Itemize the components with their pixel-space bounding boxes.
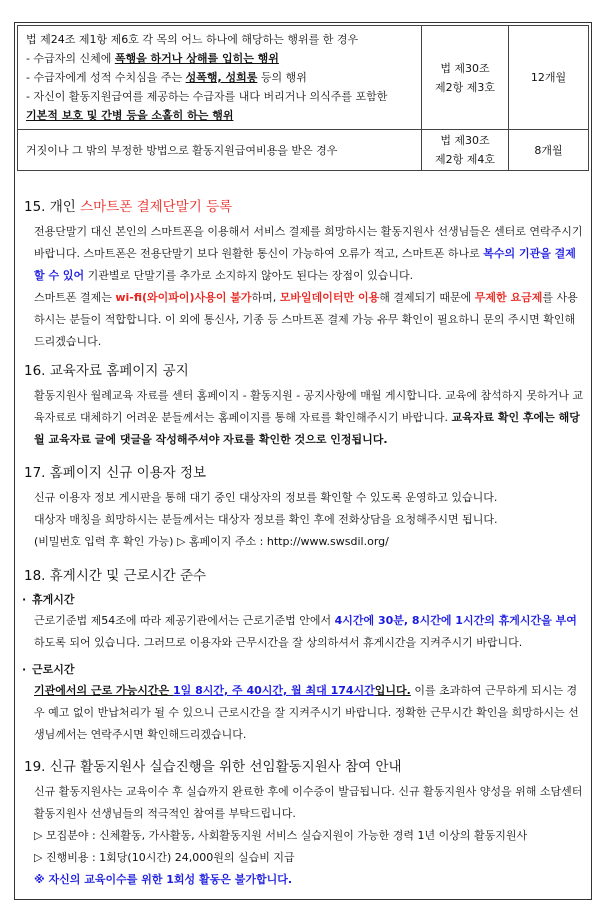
bullet-dot: · (22, 663, 27, 676)
rest-time-title: 휴게시간 (32, 593, 75, 606)
row1-item-1-text: - 수급자의 신체에 (26, 52, 115, 65)
s15-p2-mobile: 모바일데이터만 이용 (279, 291, 380, 304)
rest-emphasis: 4시간에 30분, 8시간에 1시간의 휴게시간을 부여 (334, 614, 577, 627)
rest-time-subheading (22, 590, 590, 610)
section-16 (20, 361, 590, 451)
row1-item-3: - 자신이 활동지원급여를 제공하는 수급자를 내다 버리거나 의식주를 포함한 (26, 90, 388, 103)
s15-p1-text: 전용단말기 대신 본인의 스마트폰을 이용해서 서비스 결제를 희망하시는 활동지원사 선생님들은 센터로 연락주시기 바랍니다. 스마트폰은 전용단말기 보다 원활한 통신이 가능하여 오류가 적고, 스마트폰 하나로 (34, 225, 583, 260)
row1-law-line2: 제2항 제3호 (435, 80, 495, 94)
section-19-note: ※ 자신의 교육이수를 위한 1회성 활동은 불가합니다. (34, 873, 293, 886)
section-18 (20, 566, 590, 746)
s15-p2-wifi: wi-fi(와이파이)사용이 불가 (115, 291, 252, 304)
section-15-paragraph-2 (34, 287, 584, 353)
s15-p2-tail: 를 사용하시는 분들이 적합합니다. 이 외에 통신사, 기종 등 스마트폰 결제 가능 유무 확인이 필요하니 문의 주시면 확인해드리겠습니다. (34, 291, 578, 348)
row1-intro: 법 제24조 제1항 제6호 각 목의 어느 하나에 해당하는 행위를 한 경우 (26, 33, 359, 46)
work-emphasis: 1일 8시간, 주 40시간, 월 최대 174시간 (173, 684, 375, 697)
bullet-dot: · (22, 593, 27, 606)
row1-item-3-emphasis: 기본적 보호 및 간병 등을 소홀히 하는 행위 (26, 109, 234, 122)
row1-item-2-text: - 수급자에게 성적 수치심을 주는 (26, 71, 186, 84)
section-15 (20, 197, 590, 353)
table-cell-law (422, 26, 509, 130)
table-cell-description (18, 26, 422, 130)
s15-p2-sep: 하며, (251, 291, 280, 304)
section-19-paragraph: 신규 활동지원사는 교육이수 후 실습까지 완료한 후에 이수증이 발급됩니다. 신규 활동지원사 양성을 위해 소담센터 활동지원사 선생님들의 적극적인 참여를 부탁드립니다. (34, 785, 583, 820)
row1-item-2-emphasis: 성폭행, 성희롱 (185, 71, 258, 84)
work-text-end: 입니다. (374, 684, 411, 697)
work-time-title: 근로시간 (32, 663, 75, 676)
rest-tail: 하도록 되어 있습니다. 그러므로 이용자와 근무시간을 잘 상의하셔서 휴게시간을 지켜주시기 바랍니다. (34, 636, 523, 649)
section-18-heading: 18. 휴게시간 및 근로시간 준수 (24, 568, 207, 584)
section-17-line-2: 대상자 매칭을 희망하시는 분들께서는 대상자 정보를 확인 후에 전화상담을 요청해주시면 됩니다. (34, 513, 498, 526)
section-19-cost-item: ▷ 진행비용 : 1회당(10시간) 24,000원의 실습비 지급 (34, 851, 295, 864)
section-15-heading-prefix: 15. 개인 (24, 199, 81, 215)
work-text: 기관에서의 근로 가능시간은 (34, 684, 173, 697)
s15-p2-plan: 무제한 요금제 (474, 291, 543, 304)
row1-law-line1: 법 제30조 (440, 61, 490, 75)
table-cell-period: 8개월 (509, 130, 589, 171)
row1-item-2-tail: 등의 행위 (257, 71, 307, 84)
section-19 (20, 757, 590, 891)
s15-p1-emphasis: 복수의 기관을 결제할 수 있어 (34, 247, 576, 282)
s16-p1-text: 활동지원사 월례교육 자료를 센터 홈페이지 - 활동지원 - 공지사항에 매월 게시합니다. 교육에 참석하지 못하거나 교육자료로 대체하기 어려운 분들께서는 홈페이지를 통해 자료를 확인해주시기 바랍니다. (34, 389, 584, 424)
work-time-subheading (22, 660, 590, 680)
section-15-heading (24, 197, 590, 217)
s15-p1-tail: 기관별로 단말기를 추가로 소지하지 않아도 된다는 장점이 있습니다. (84, 269, 414, 282)
row1-item-2 (26, 68, 415, 87)
s15-p2-text: 스마트폰 결제는 (34, 291, 116, 304)
row2-law-line1: 법 제30조 (440, 134, 490, 147)
rest-time-paragraph (34, 610, 584, 654)
row1-item-1 (26, 49, 415, 68)
section-17 (20, 463, 590, 553)
row1-item-1-emphasis: 폭행을 하거나 상해를 입히는 행위 (114, 52, 279, 65)
section-17-line-1: 신규 이용자 정보 게시판을 통해 대기 중인 대상자의 정보를 확인할 수 있도록 운영하고 있습니다. (34, 491, 498, 504)
work-tail: 이를 초과하여 근무하게 되시는 경우 예고 없이 반납처리가 될 수 있으니 근로시간을 잘 지켜주시기 바랍니다. 정확한 근무시간 확인을 희망하시는 선생님께서는 연락주시면 확인해드리겠습니다. (34, 684, 579, 741)
table-cell-description: 거짓이나 그 밖의 부정한 방법으로 활동지원급여비용을 받은 경우 (18, 130, 422, 171)
table-row (18, 130, 589, 171)
section-16-paragraph (34, 385, 584, 451)
rest-text: 근로기준법 제54조에 따라 제공기관에서는 근로기준법 안에서 (34, 614, 335, 627)
section-17-line-3: (비밀번호 입력 후 확인 가능) ▷ 홈페이지 주소 : http://www.swsdil.org/ (34, 535, 389, 548)
section-15-heading-highlight: 스마트폰 결제단말기 등록 (80, 199, 233, 215)
section-15-paragraph-1 (34, 221, 584, 287)
table-row (18, 26, 589, 130)
table-cell-law (422, 130, 509, 171)
s15-p2-mid: 해 결제되기 때문에 (379, 291, 475, 304)
table-cell-period: 12개월 (509, 26, 589, 130)
section-17-heading: 17. 홈페이지 신규 이용자 정보 (24, 465, 207, 481)
section-19-heading: 19. 신규 활동지원사 실습진행을 위한 선임활동지원사 참여 안내 (24, 759, 402, 775)
s16-p1-emphasis: 교육자료 확인 후에는 해당 월 교육자료 글에 댓글을 작성해주셔야 자료를 확인한 것으로 인정됩니다. (34, 411, 580, 446)
work-time-paragraph (34, 680, 584, 746)
penalty-table (17, 25, 589, 171)
row2-law-line2: 제2항 제4호 (435, 153, 495, 166)
section-19-recruit-item: ▷ 모집분야 : 신체활동, 가사활동, 사회활동지원 서비스 실습지원이 가능한 경력 1년 이상의 활동지원사 (34, 829, 528, 842)
section-16-heading: 16. 교육자료 홈페이지 공지 (24, 363, 189, 379)
